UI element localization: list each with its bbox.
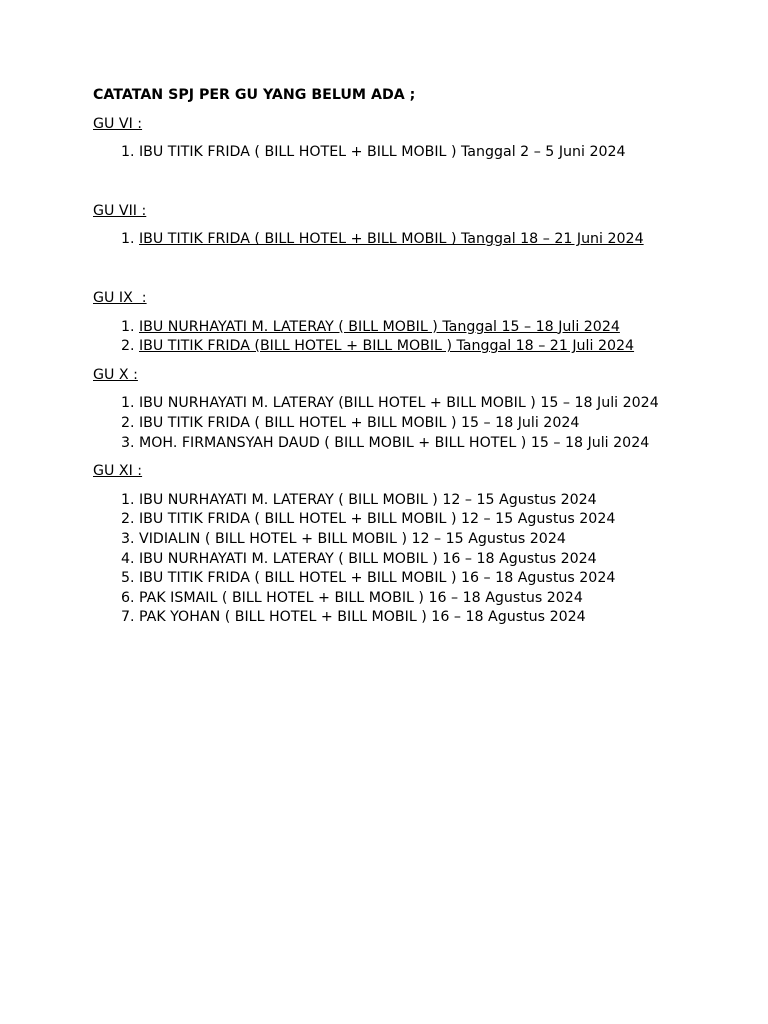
list-item: 4. IBU NURHAYATI M. LATERAY ( BILL MOBIL ) 16 – 18 Agustus 2024 — [139, 550, 683, 570]
spacer — [93, 259, 683, 289]
list-gu-xi — [93, 491, 683, 628]
list-item: 1. IBU NURHAYATI M. LATERAY ( BILL MOBIL ) Tanggal 15 – 18 Juli 2024 — [139, 318, 683, 338]
list-item: 1. IBU TITIK FRIDA ( BILL HOTEL + BILL MOBIL ) Tanggal 2 – 5 Juni 2024 — [139, 143, 683, 163]
list-item: 2. IBU TITIK FRIDA ( BILL HOTEL + BILL MOBIL ) 15 – 18 Juli 2024 — [139, 414, 683, 434]
document-page — [93, 86, 683, 637]
list-item: 5. IBU TITIK FRIDA ( BILL HOTEL + BILL MOBIL ) 16 – 18 Agustus 2024 — [139, 569, 683, 589]
section-heading-gu-x: GU X : — [93, 366, 138, 383]
list-item: 2. IBU TITIK FRIDA (BILL HOTEL + BILL MOBIL ) Tanggal 18 – 21 Juli 2024 — [139, 337, 683, 357]
section-heading-gu-ix: GU IX : — [93, 289, 147, 306]
list-item: 2. IBU TITIK FRIDA ( BILL HOTEL + BILL MOBIL ) 12 – 15 Agustus 2024 — [139, 510, 683, 530]
list-gu-vi — [93, 143, 683, 163]
list-gu-x — [93, 394, 683, 453]
list-item: 3. MOH. FIRMANSYAH DAUD ( BILL MOBIL + BILL HOTEL ) 15 – 18 Juli 2024 — [139, 434, 683, 454]
list-gu-ix — [93, 318, 683, 357]
section-heading-gu-vi: GU VI : — [93, 115, 143, 132]
list-item: 7. PAK YOHAN ( BILL HOTEL + BILL MOBIL ) 16 – 18 Agustus 2024 — [139, 608, 683, 628]
document-title: CATATAN SPJ PER GU YANG BELUM ADA ; — [93, 87, 416, 103]
list-item: 3. VIDIALIN ( BILL HOTEL + BILL MOBIL ) 12 – 15 Agustus 2024 — [139, 530, 683, 550]
list-gu-vii — [93, 230, 683, 250]
list-item: 1. IBU TITIK FRIDA ( BILL HOTEL + BILL MOBIL ) Tanggal 18 – 21 Juni 2024 — [139, 230, 683, 250]
spacer — [93, 172, 683, 202]
section-heading-gu-vii: GU VII : — [93, 202, 147, 219]
list-item: 6. PAK ISMAIL ( BILL HOTEL + BILL MOBIL ) 16 – 18 Agustus 2024 — [139, 589, 683, 609]
list-item: 1. IBU NURHAYATI M. LATERAY ( BILL MOBIL ) 12 – 15 Agustus 2024 — [139, 491, 683, 511]
list-item: 1. IBU NURHAYATI M. LATERAY (BILL HOTEL + BILL MOBIL ) 15 – 18 Juli 2024 — [139, 394, 683, 414]
section-heading-gu-xi: GU XI : — [93, 463, 143, 480]
